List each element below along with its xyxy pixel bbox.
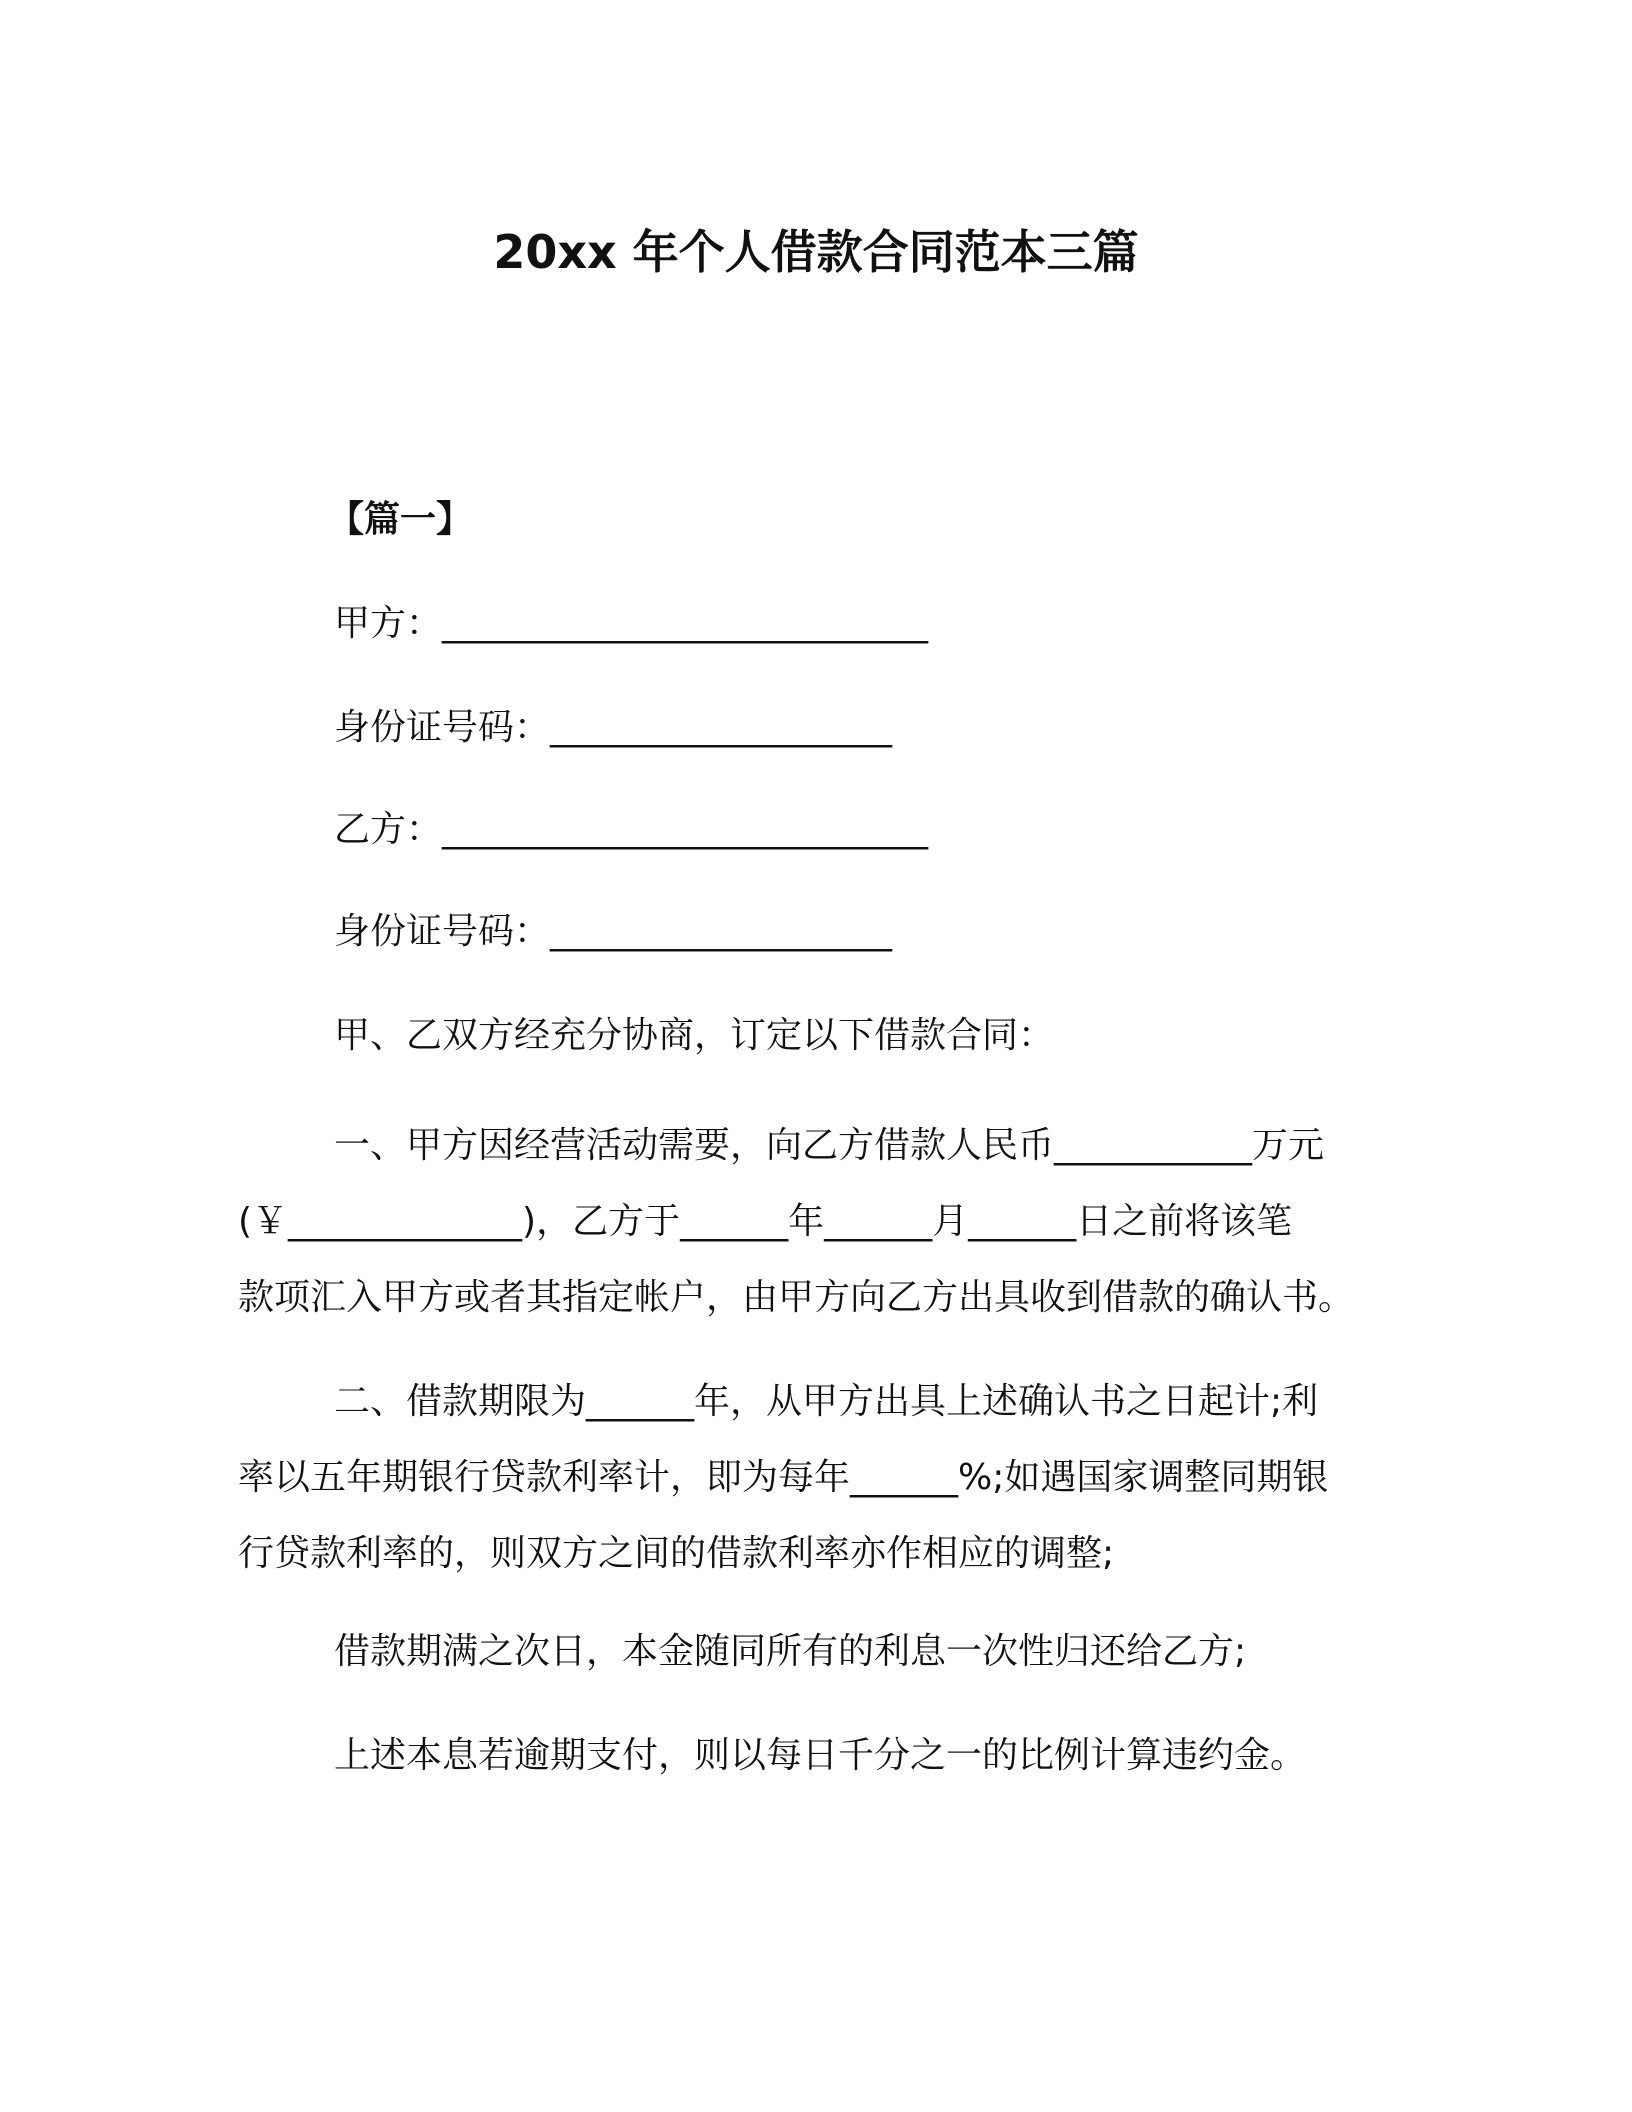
document-title: 20xx 年个人借款合同范本三篇 — [493, 225, 1139, 279]
clause-2-line-1: 二、借款期限为______年，从甲方出具上述确认书之日起计;利 — [334, 1381, 1319, 1422]
clause-1-line-1: 一、甲方因经营活动需要，向乙方借款人民币___________万元 — [334, 1125, 1325, 1166]
penalty-paragraph: 上述本息若逾期支付，则以每日千分之一的比例计算违约金。 — [334, 1735, 1307, 1776]
party-b-id-field: 身份证号码：___________________ — [334, 911, 893, 952]
party-a-id-field: 身份证号码：___________________ — [334, 707, 893, 748]
clause-2-line-3: 行贷款利率的，则双方之间的借款利率亦作相应的调整; — [238, 1533, 1115, 1574]
intro-paragraph: 甲、乙双方经充分协商，订定以下借款合同： — [334, 1015, 1055, 1056]
clause-1 — [238, 1108, 1378, 1336]
clause-2 — [238, 1364, 1378, 1592]
clause-1-line-2: (￥_____________)，乙方于______年______月______日之前将该笔 — [238, 1201, 1293, 1242]
repayment-paragraph: 借款期满之次日，本金随同所有的利息一次性归还给乙方; — [334, 1631, 1247, 1672]
section-label: 【篇一】 — [328, 499, 473, 540]
clause-2-line-2: 率以五年期银行贷款利率计，即为每年______%;如遇国家调整同期银 — [238, 1457, 1329, 1498]
party-b-field: 乙方：___________________________ — [334, 809, 929, 850]
party-a-field: 甲方：___________________________ — [334, 603, 929, 644]
clause-1-line-3: 款项汇入甲方或者其指定帐户，由甲方向乙方出具收到借款的确认书。 — [238, 1277, 1355, 1318]
